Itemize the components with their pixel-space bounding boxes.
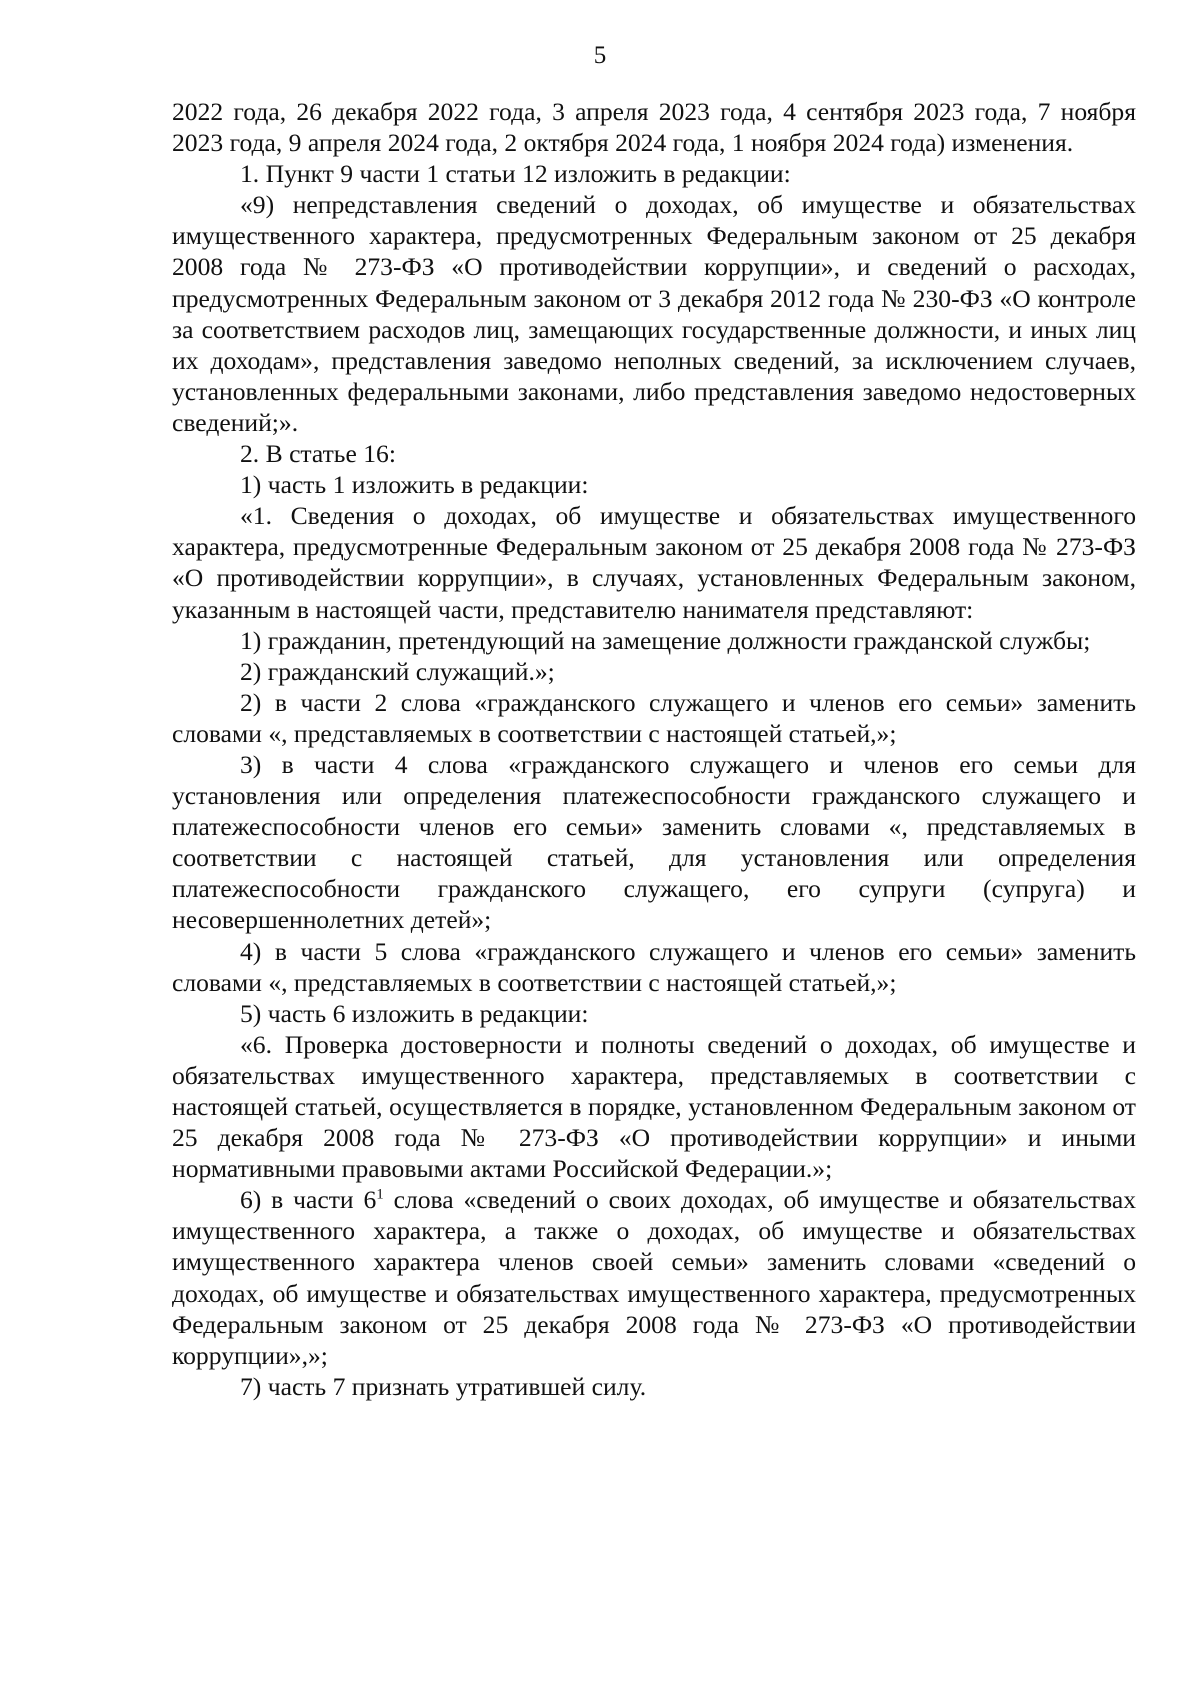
paragraph-continuation: 2022 года, 26 декабря 2022 года, 3 апреля 2023 года, 4 сентября 2023 года, 7 ноября 2023 года, 9 апреля 2024 года, 2 октября 2024 года, 1 ноября 2024 года) изменения. xyxy=(172,97,1136,158)
paragraph-item-1: 1. Пункт 9 части 1 статьи 12 изложить в редакции: xyxy=(240,159,791,189)
subitem-6-rest: слова «сведений о своих доходах, об имуществе и обязательствах имущественного характера, а также о доходах, об имуществе и обязательствах имущественного характера членов своей семьи» заменить словами «сведений о доходах, об имуществе и обязательствах имущественного характера, предусмотренных Федеральным законом от 25 декабря 2008 года № 273-ФЗ «О противодействии коррупции»,»; xyxy=(172,1185,1136,1370)
paragraph-subitem-2: 2) в части 2 слова «гражданского служащего и членов его семьи» заменить словами «, представляемых в соответствии с настоящей статьей,»; xyxy=(172,687,1136,748)
paragraph-quote-sub-2: 2) гражданский служащий.»; xyxy=(240,656,555,686)
paragraph-subitem-7: 7) часть 7 признать утратившей силу. xyxy=(240,1371,647,1401)
paragraph-quote-point-9: «9) непредставления сведений о доходах, об имуществе и обязательствах имущественного характера, предусмотренных Федеральным законом от 25 декабря 2008 года № 273-ФЗ «О противодействии коррупции», и сведений о расходах, предусмотренных Федеральным законом от 3 декабря 2012 года № 230-ФЗ «О контроле за соответствием расходов лиц, замещающих государственные должности, и иных лиц их доходам», представления заведомо неполных сведений, за исключением случаев, установленных федеральными законами, либо представления заведомо недостоверных сведений;». xyxy=(172,190,1136,437)
paragraph-quote-part-1: «1. Сведения о доходах, об имуществе и обязательствах имущественного характера, предусмотренные Федеральным законом от 25 декабря 2008 года № 273-ФЗ «О противодействии коррупции», в случаях, установленных Федеральным законом, указанным в настоящей части, представителю нанимателя представляют: xyxy=(172,501,1136,624)
paragraph-quote-part-6: «6. Проверка достоверности и полноты сведений о доходах, об имуществе и обязательствах имущественного характера, представляемых в соответствии с настоящей статьей, осуществляется в порядке, установленном Федеральным законом от 25 декабря 2008 года № 273-ФЗ «О противодействии коррупции» и иными нормативными правовыми актами Российской Федерации.»; xyxy=(172,1029,1136,1184)
document-body xyxy=(172,96,1136,1402)
paragraph-item-2: 2. В статье 16: xyxy=(240,439,396,469)
subitem-6-lead: 6) в части 6 xyxy=(240,1185,377,1215)
page-number: 5 xyxy=(593,42,607,69)
paragraph-quote-sub-1: 1) гражданин, претендующий на замещение должности гражданской службы; xyxy=(240,625,1091,655)
paragraph-subitem-1: 1) часть 1 изложить в редакции: xyxy=(240,470,589,500)
paragraph-subitem-5: 5) часть 6 изложить в редакции: xyxy=(240,998,589,1028)
paragraph-subitem-3: 3) в части 4 слова «гражданского служащего и членов его семьи для установления или определения платежеспособности гражданского служащего и платежеспособности членов его семьи» заменить словами «, представляемых в соответствии с настоящей статьей, для установления или определения платежеспособности гражданского служащего, его супруги (супруга) и несовершеннолетних детей»; xyxy=(172,749,1136,935)
superscript-marker: 1 xyxy=(376,1186,384,1203)
paragraph-subitem-6 xyxy=(172,1184,1136,1371)
paragraph-subitem-4: 4) в части 5 слова «гражданского служащего и членов его семьи» заменить словами «, представляемых в соответствии с настоящей статьей,»; xyxy=(172,936,1136,997)
